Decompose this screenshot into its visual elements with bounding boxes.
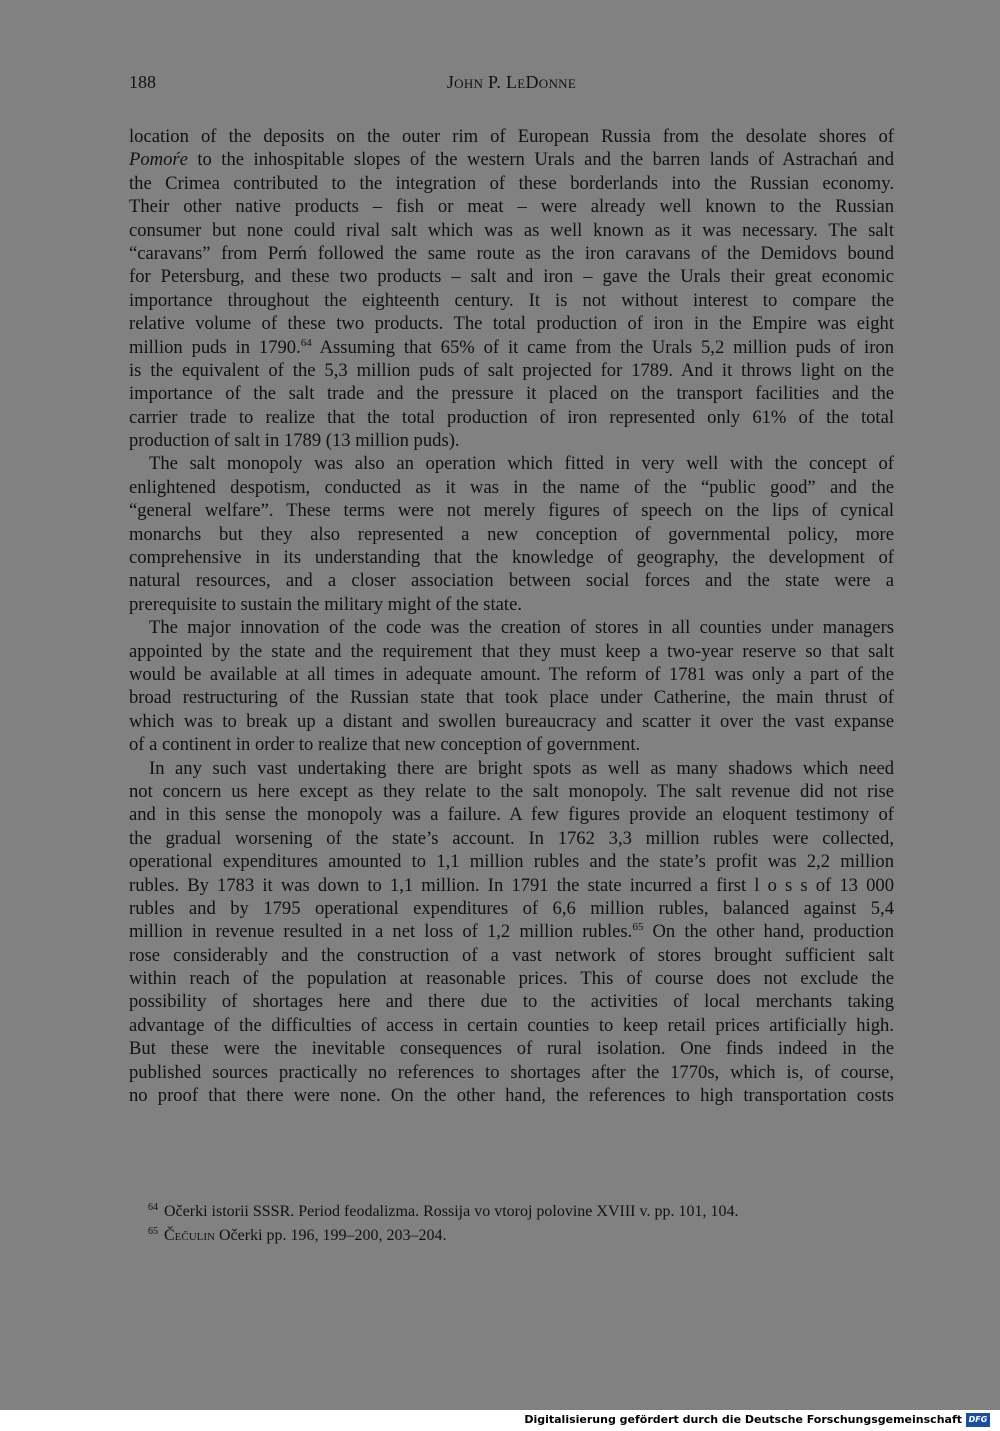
text-line: natural resources, and a closer association between social forces and the state were a — [129, 570, 894, 592]
text-line: In any such vast undertaking there are bright spots as well as many shadows which need — [149, 757, 894, 779]
text-line: operational expenditures amounted to 1,1 million rubles and the state’s profit was 2,2 million — [129, 851, 894, 873]
text-line: not concern us here except as they relate to the salt monopoly. The salt revenue did not rise — [129, 780, 894, 802]
text-line: would be available at all times in adequate amount. The reform of 1781 was only a part of the — [129, 663, 894, 685]
footnote-64 — [148, 1198, 894, 1222]
text-line: location of the deposits on the outer rim of European Russia from the desolate shores of — [129, 126, 894, 147]
footnote-65 — [148, 1222, 894, 1246]
text-line: for Petersburg, and these two products – salt and iron – gave the Urals their great economic — [129, 266, 894, 288]
text-line: possibility of shortages here and there due to the activities of local merchants taking — [129, 991, 894, 1013]
line-text: On the other hand, production — [643, 921, 894, 943]
text-line: the Crimea contributed to the integration of these borderlands into the Russian economy. — [129, 172, 894, 194]
text-line: appointed by the state and the requirement that they must keep a two-year reserve so that salt — [129, 640, 894, 662]
text-line: and in this sense the monopoly was a failure. A few figures provide an eloquent testimony of — [129, 804, 894, 826]
text-line: The major innovation of the code was the creation of stores in all counties under managers — [149, 617, 894, 639]
text-line: importance throughout the eighteenth century. It is not without interest to compare the — [129, 289, 894, 311]
text-line: The salt monopoly was also an operation which fitted in very well with the concept of — [149, 453, 894, 475]
text-line: enlightened despotism, conducted as it was in the name of the “public good” and the — [129, 476, 894, 498]
text-line: comprehensive in its understanding that the knowledge of geography, the development of — [129, 547, 894, 569]
italic-term: Pomoŕe — [129, 149, 188, 171]
footnote-ref[interactable]: 65 — [632, 921, 644, 934]
digitization-credit-bar — [0, 1410, 1000, 1431]
text-line: of a continent in order to realize that new conception of government. — [129, 734, 641, 756]
text-line: “caravans” from Perḿ followed the same route as the iron caravans of the Demidovs bound — [129, 242, 894, 264]
text-line: relative volume of these two products. The total production of iron in the Empire was eight — [129, 313, 894, 335]
text-line: is the equivalent of the 5,3 million puds of salt projected for 1789. And it throws light on the — [129, 359, 894, 381]
footnote-marker: 65 — [148, 1226, 158, 1237]
running-head: John P. LeDonne — [446, 72, 577, 92]
text-line: advantage of the difficulties of access in certain counties to keep retail prices artificially high. — [129, 1014, 894, 1036]
text-line: within reach of the population at reasonable prices. This of course does not exclude the — [129, 968, 894, 990]
text-line: importance of the salt trade and the pressure it placed on the transport facilities and the — [129, 383, 894, 405]
text-line — [129, 336, 894, 359]
text-line: “general welfare”. These terms were not merely figures of speech on the lips of cynical — [129, 500, 894, 522]
text-line: rubles and by 1795 operational expenditures of 6,6 million rubles, balanced against 5,4 — [129, 897, 894, 919]
dfg-logo-icon: DFG — [966, 1413, 990, 1427]
digitization-credit: Digitalisierung gefördert durch die Deutsche Forschungsgemeinschaft — [524, 1413, 962, 1426]
text-line: Their other native products – fish or meat – were already well known to the Russian — [129, 196, 894, 218]
text-line: which was to break up a distant and swollen bureaucracy and scatter it over the vast expanse — [129, 710, 894, 732]
text-line: published sources practically no references to shortages after the 1770s, which is, of course, — [129, 1061, 894, 1083]
footnote-author: Čečulin — [164, 1227, 215, 1244]
text-line: But these were the inevitable consequences of rural isolation. One finds indeed in the — [129, 1038, 894, 1060]
text-line: carrier trade to realize that the total production of iron represented only 61% of the total — [129, 406, 894, 428]
text-line: production of salt in 1789 (13 million puds). — [129, 430, 460, 452]
text-line — [129, 920, 894, 943]
text-line: the gradual worsening of the state’s account. In 1762 3,3 million rubles were collected, — [129, 827, 894, 849]
footnote-text: Očerki pp. 196, 199–200, 203–204. — [215, 1227, 447, 1244]
text-line: Pomoŕe to the inhospitable slopes of the western Urals and the barren lands of Astrachań and — [129, 149, 894, 171]
text-line: broad restructuring of the Russian state that took place under Catherine, the main thrust of — [129, 687, 894, 709]
line-text: Assuming that 65% of it came from the Urals 5,2 million puds of iron — [311, 336, 895, 358]
footnote-ref[interactable]: 64 — [300, 336, 312, 349]
footnote-text: Očerki istorii SSSR. Period feodalizma. Rossija vo vtoroj polovine XVIII v. pp. 101, 104. — [164, 1203, 739, 1220]
line-text: million puds in 1790. — [129, 336, 301, 358]
text-line: monarchs but they also represented a new conception of governmental policy, more — [129, 523, 894, 545]
text-line: no proof that there were none. On the other hand, the references to high transportation costs — [129, 1085, 894, 1107]
page-header — [129, 72, 894, 100]
text-line: rose considerably and the construction of a vast network of stores brought sufficient salt — [129, 944, 894, 966]
page-number: 188 — [129, 72, 156, 92]
footnotes — [148, 1198, 894, 1246]
body-text — [129, 125, 894, 1107]
text-line: prerequisite to sustain the military might of the state. — [129, 593, 522, 615]
line-text: million in revenue resulted in a net loss of 1,2 million rubles. — [129, 921, 633, 943]
text-line: rubles. By 1783 it was down to 1,1 million. In 1791 the state incurred a first l o s s of 13 000 — [129, 874, 894, 896]
text-line: consumer but none could rival salt which was as well known as it was necessary. The salt — [129, 219, 894, 241]
footnote-marker: 64 — [148, 1202, 158, 1213]
